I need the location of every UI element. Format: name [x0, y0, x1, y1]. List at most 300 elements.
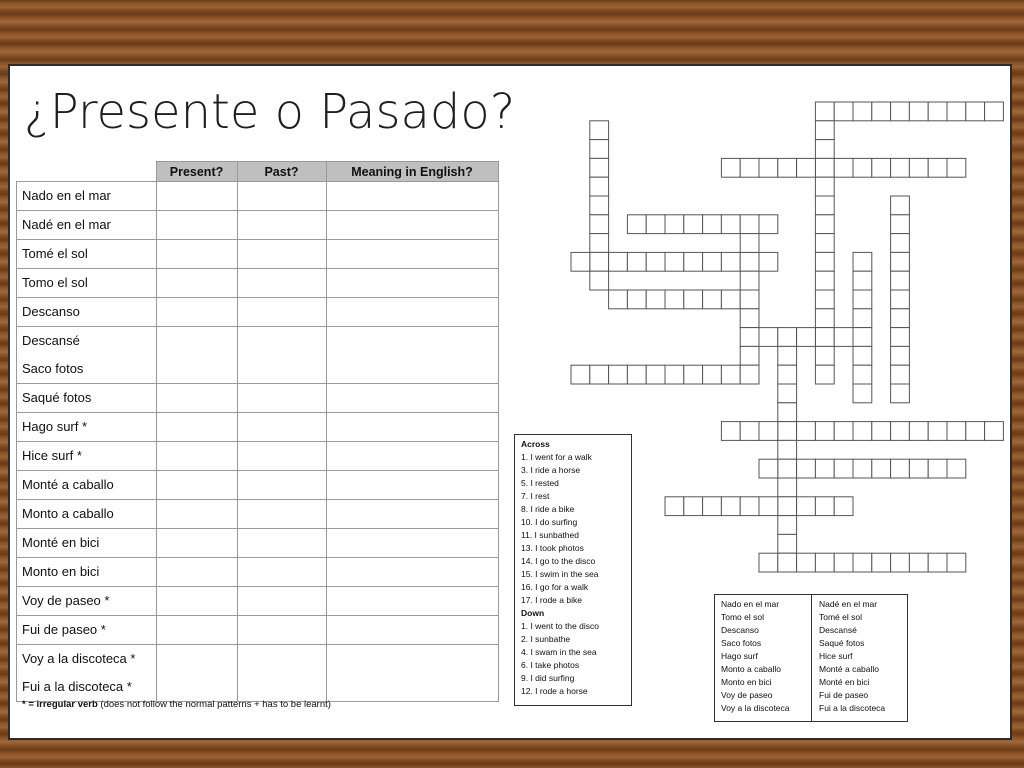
verb-row [17, 442, 499, 471]
crossword-cell[interactable] [891, 553, 910, 572]
meaning-answer-cell[interactable] [326, 471, 498, 500]
crossword-cell[interactable] [590, 158, 609, 177]
verb-cell [17, 645, 157, 702]
crossword-cell[interactable] [928, 158, 947, 177]
crossword-cell[interactable] [571, 252, 590, 271]
crossword-cell[interactable] [815, 177, 834, 196]
crossword-cell[interactable] [684, 252, 703, 271]
crossword-cell[interactable] [740, 158, 759, 177]
crossword-cell[interactable] [797, 158, 816, 177]
crossword-cell[interactable] [815, 271, 834, 290]
crossword-cell[interactable] [703, 365, 722, 384]
crossword-cell[interactable] [740, 271, 759, 290]
crossword-cell[interactable] [797, 422, 816, 441]
crossword-cell[interactable] [891, 215, 910, 234]
crossword-cell[interactable] [665, 365, 684, 384]
clues-box [514, 434, 632, 706]
verb-phrase: Saco fotos [22, 361, 84, 376]
present-answer-cell[interactable] [156, 327, 237, 384]
present-answer-cell[interactable] [156, 558, 237, 587]
crossword-cell[interactable] [815, 252, 834, 271]
verb-cell [17, 298, 157, 327]
crossword-cell[interactable] [609, 290, 628, 309]
verb-row [17, 269, 499, 298]
crossword-cell[interactable] [759, 422, 778, 441]
crossword-cell[interactable] [909, 422, 928, 441]
crossword-cell[interactable] [721, 422, 740, 441]
crossword-cell[interactable] [891, 290, 910, 309]
crossword-cell[interactable] [740, 422, 759, 441]
verb-phrase: Monté a caballo [22, 477, 114, 492]
meaning-answer-cell[interactable] [326, 240, 498, 269]
crossword-cell[interactable] [740, 290, 759, 309]
crossword-cell[interactable] [721, 290, 740, 309]
present-answer-cell[interactable] [156, 471, 237, 500]
crossword-cell[interactable] [609, 365, 628, 384]
verb-row [17, 587, 499, 616]
crossword-cell[interactable] [684, 365, 703, 384]
crossword-cell[interactable] [891, 346, 910, 365]
meaning-answer-cell[interactable] [326, 269, 498, 298]
present-answer-cell[interactable] [156, 616, 237, 645]
crossword-cell[interactable] [721, 252, 740, 271]
crossword-cell[interactable] [853, 290, 872, 309]
verb-phrase: Voy de paseo * [22, 593, 110, 608]
crossword-cell[interactable] [759, 158, 778, 177]
crossword-cell[interactable] [947, 459, 966, 478]
present-answer-cell[interactable] [156, 182, 237, 211]
word-bank-present-item: Voy a la discoteca [721, 703, 790, 713]
present-answer-cell[interactable] [156, 240, 237, 269]
crossword-cell[interactable] [891, 196, 910, 215]
meaning-answer-cell[interactable] [326, 413, 498, 442]
verb-cell [17, 500, 157, 529]
word-bank-past-item: Tomé el sol [819, 612, 862, 622]
verb-cell [17, 558, 157, 587]
crossword-cell[interactable] [590, 271, 609, 290]
across-clue: 3. I ride a horse [521, 465, 581, 475]
verb-header-blank [17, 162, 157, 182]
verb-row [17, 558, 499, 587]
word-bank [714, 594, 908, 722]
verb-phrase: Monté en bici [22, 535, 100, 550]
word-bank-past-item: Fui a la discoteca [819, 703, 886, 713]
verb-phrase: Nado en el mar [22, 188, 111, 203]
crossword-cell[interactable] [740, 309, 759, 328]
meaning-answer-cell[interactable] [326, 182, 498, 211]
crossword-cell[interactable] [627, 252, 646, 271]
crossword-cell[interactable] [703, 252, 722, 271]
crossword-cell[interactable] [853, 553, 872, 572]
crossword-cell[interactable] [646, 365, 665, 384]
crossword-cell[interactable] [966, 422, 985, 441]
crossword-cell[interactable] [590, 140, 609, 159]
crossword-cell[interactable] [778, 553, 797, 572]
present-answer-cell[interactable] [156, 500, 237, 529]
past-answer-cell[interactable] [237, 327, 326, 384]
crossword-cell[interactable] [627, 290, 646, 309]
present-answer-cell[interactable] [156, 211, 237, 240]
meaning-answer-cell[interactable] [326, 442, 498, 471]
crossword-cell[interactable] [853, 346, 872, 365]
word-bank-present-item: Hago surf [721, 651, 758, 661]
crossword-cell[interactable] [928, 422, 947, 441]
crossword-cell[interactable] [815, 346, 834, 365]
crossword-cell[interactable] [759, 459, 778, 478]
crossword-cell[interactable] [759, 497, 778, 516]
meaning-answer-cell[interactable] [326, 587, 498, 616]
past-answer-cell[interactable] [237, 442, 326, 471]
crossword-cell[interactable] [815, 215, 834, 234]
past-answer-cell[interactable] [237, 529, 326, 558]
verb-cell [17, 471, 157, 500]
crossword-cell[interactable] [815, 196, 834, 215]
crossword-cell[interactable] [590, 121, 609, 140]
crossword-cell[interactable] [759, 553, 778, 572]
crossword-cell[interactable] [797, 459, 816, 478]
verb-cell [17, 616, 157, 645]
meaning-answer-cell[interactable] [326, 558, 498, 587]
verb-table-header [17, 162, 499, 182]
word-bank-past-item: Fui de paseo [819, 690, 869, 700]
crossword-cell[interactable] [627, 215, 646, 234]
across-clue: 11. I sunbathed [521, 530, 579, 540]
crossword-cell[interactable] [590, 215, 609, 234]
past-answer-cell[interactable] [237, 471, 326, 500]
crossword-cell[interactable] [609, 252, 628, 271]
crossword-cell[interactable] [740, 346, 759, 365]
verb-table [16, 161, 499, 702]
past-answer-cell[interactable] [237, 616, 326, 645]
down-clue: 4. I swam in the sea [521, 647, 597, 657]
word-bank-past-item: Nadé en el mar [819, 599, 878, 609]
down-clue: 1. I went to the disco [521, 621, 599, 631]
meaning-answer-cell[interactable] [326, 298, 498, 327]
irregular-note-rest: (does not follow the normal patterns + has to be learnt) [97, 699, 331, 710]
crossword-cell[interactable] [834, 553, 853, 572]
down-clues [521, 620, 625, 698]
crossword-cell[interactable] [909, 158, 928, 177]
crossword-cell[interactable] [891, 328, 910, 347]
crossword-cell[interactable] [815, 365, 834, 384]
crossword-cell[interactable] [571, 365, 590, 384]
verb-row [17, 240, 499, 269]
crossword-cell[interactable] [684, 290, 703, 309]
verb-row [17, 211, 499, 240]
verb-cell [17, 327, 157, 384]
crossword-cell[interactable] [853, 384, 872, 403]
crossword-cell[interactable] [665, 290, 684, 309]
crossword-cell[interactable] [872, 459, 891, 478]
past-answer-cell[interactable] [237, 384, 326, 413]
past-answer-cell[interactable] [237, 558, 326, 587]
worksheet [8, 64, 1012, 740]
crossword-cell[interactable] [684, 497, 703, 516]
past-answer-cell[interactable] [237, 240, 326, 269]
crossword-cell[interactable] [778, 459, 797, 478]
present-answer-cell[interactable] [156, 442, 237, 471]
crossword-cell[interactable] [740, 328, 759, 347]
crossword-cell[interactable] [891, 384, 910, 403]
crossword-cell[interactable] [909, 459, 928, 478]
crossword-cell[interactable] [759, 215, 778, 234]
crossword-cell[interactable] [590, 234, 609, 253]
crossword-cell[interactable] [853, 102, 872, 121]
across-clue: 1. I went for a walk [521, 452, 592, 462]
down-heading: Down [521, 608, 545, 618]
crossword-cell[interactable] [815, 158, 834, 177]
crossword-cell[interactable] [947, 553, 966, 572]
word-bank-present-item: Monto a caballo [721, 664, 782, 674]
crossword-cell[interactable] [778, 384, 797, 403]
header-past: Past? [237, 162, 326, 182]
verb-row [17, 500, 499, 529]
present-answer-cell[interactable] [156, 269, 237, 298]
crossword-cell[interactable] [646, 252, 665, 271]
past-answer-cell[interactable] [237, 413, 326, 442]
past-answer-cell[interactable] [237, 645, 326, 702]
crossword-cell[interactable] [703, 497, 722, 516]
crossword-cell[interactable] [721, 158, 740, 177]
crossword-cell[interactable] [985, 422, 1004, 441]
meaning-answer-cell[interactable] [326, 211, 498, 240]
meaning-answer-cell[interactable] [326, 500, 498, 529]
crossword-cell[interactable] [891, 271, 910, 290]
crossword-cell[interactable] [815, 140, 834, 159]
crossword-cell[interactable] [797, 553, 816, 572]
verb-cell [17, 413, 157, 442]
crossword-cell[interactable] [815, 497, 834, 516]
verb-cell [17, 269, 157, 298]
crossword-cell[interactable] [703, 215, 722, 234]
present-answer-cell[interactable] [156, 587, 237, 616]
crossword-cell[interactable] [759, 328, 778, 347]
crossword-cell[interactable] [778, 346, 797, 365]
crossword-cell[interactable] [665, 497, 684, 516]
crossword-cell[interactable] [815, 290, 834, 309]
past-answer-cell[interactable] [237, 587, 326, 616]
crossword-cell[interactable] [872, 553, 891, 572]
crossword-cell[interactable] [740, 234, 759, 253]
crossword-cell[interactable] [665, 215, 684, 234]
crossword-cell[interactable] [928, 102, 947, 121]
verb-cell [17, 211, 157, 240]
crossword-cell[interactable] [834, 422, 853, 441]
past-answer-cell[interactable] [237, 211, 326, 240]
word-bank-present-item: Descanso [721, 625, 759, 635]
crossword-cell[interactable] [797, 497, 816, 516]
crossword-cell[interactable] [778, 158, 797, 177]
past-answer-cell[interactable] [237, 500, 326, 529]
down-clue: 9. I did surfing [521, 673, 575, 683]
meaning-answer-cell[interactable] [326, 384, 498, 413]
verb-phrase: Nadé en el mar [22, 217, 111, 232]
crossword-cell[interactable] [703, 290, 722, 309]
crossword-cell[interactable] [853, 252, 872, 271]
word-bank-past-item: Monté a caballo [819, 664, 880, 674]
crossword-cell[interactable] [928, 459, 947, 478]
crossword-cell[interactable] [985, 102, 1004, 121]
crossword-cell[interactable] [891, 365, 910, 384]
down-clue: 12. I rode a horse [521, 686, 588, 696]
verb-cell [17, 240, 157, 269]
crossword-cell[interactable] [891, 459, 910, 478]
crossword-cell[interactable] [778, 478, 797, 497]
crossword-cell[interactable] [891, 422, 910, 441]
verb-cell [17, 442, 157, 471]
crossword-cell[interactable] [872, 422, 891, 441]
crossword-cell[interactable] [928, 553, 947, 572]
word-bank-present-item: Voy de paseo [721, 690, 773, 700]
crossword-cell[interactable] [740, 252, 759, 271]
past-answer-cell[interactable] [237, 269, 326, 298]
present-answer-cell[interactable] [156, 645, 237, 702]
irregular-note [22, 699, 331, 710]
word-bank-present-item: Saco fotos [721, 638, 762, 648]
crossword-cell[interactable] [815, 234, 834, 253]
present-answer-cell[interactable] [156, 298, 237, 327]
crossword-cell[interactable] [778, 440, 797, 459]
word-bank-past-item: Monté en bici [819, 677, 870, 687]
crossword-cell[interactable] [646, 215, 665, 234]
across-clue: 14. I go to the disco [521, 556, 596, 566]
crossword-cell[interactable] [665, 252, 684, 271]
crossword-cell[interactable] [834, 497, 853, 516]
verb-phrase: Fui de paseo * [22, 622, 106, 637]
crossword-cell[interactable] [947, 158, 966, 177]
crossword-cell[interactable] [721, 497, 740, 516]
crossword-cell[interactable] [872, 102, 891, 121]
crossword-cell[interactable] [646, 290, 665, 309]
crossword-cell[interactable] [740, 215, 759, 234]
verb-row [17, 645, 499, 702]
worksheet-title: ¿Presente o Pasado? [24, 84, 516, 140]
crossword-cell[interactable] [797, 328, 816, 347]
meaning-answer-cell[interactable] [326, 616, 498, 645]
verb-phrase: Tomé el sol [22, 246, 88, 261]
crossword-cell[interactable] [947, 422, 966, 441]
meaning-answer-cell[interactable] [326, 327, 498, 384]
crossword-cell[interactable] [778, 516, 797, 535]
verb-phrase: Descansé [22, 333, 80, 348]
crossword-cell[interactable] [590, 196, 609, 215]
verb-phrase: Hago surf * [22, 419, 88, 434]
crossword-cell[interactable] [590, 252, 609, 271]
crossword-cell[interactable] [853, 309, 872, 328]
past-answer-cell[interactable] [237, 298, 326, 327]
crossword-cell[interactable] [891, 158, 910, 177]
crossword-cell[interactable] [891, 252, 910, 271]
crossword-cell[interactable] [778, 422, 797, 441]
across-clue: 15. I swim in the sea [521, 569, 599, 579]
word-bank-present [721, 598, 790, 715]
crossword-cell[interactable] [740, 497, 759, 516]
crossword-cell[interactable] [815, 553, 834, 572]
crossword-cell[interactable] [815, 459, 834, 478]
verb-row [17, 616, 499, 645]
header-present: Present? [156, 162, 237, 182]
crossword-cell[interactable] [966, 102, 985, 121]
crossword-cell[interactable] [759, 252, 778, 271]
verb-cell [17, 182, 157, 211]
crossword-cell[interactable] [909, 102, 928, 121]
crossword-cell[interactable] [909, 553, 928, 572]
verb-cell [17, 587, 157, 616]
crossword-cell[interactable] [834, 158, 853, 177]
crossword-cell[interactable] [721, 365, 740, 384]
crossword-cell[interactable] [853, 271, 872, 290]
verb-row [17, 529, 499, 558]
verb-phrase: Saqué fotos [22, 390, 92, 405]
crossword-cell[interactable] [872, 158, 891, 177]
past-answer-cell[interactable] [237, 182, 326, 211]
crossword-cell[interactable] [891, 102, 910, 121]
crossword-cell[interactable] [778, 497, 797, 516]
crossword-cell[interactable] [853, 422, 872, 441]
crossword-cell[interactable] [853, 328, 872, 347]
verb-cell [17, 384, 157, 413]
crossword-cell[interactable] [815, 121, 834, 140]
word-bank-past [819, 598, 885, 715]
across-clue: 13. I took photos [521, 543, 584, 553]
crossword-cell[interactable] [834, 328, 853, 347]
crossword-cell[interactable] [590, 365, 609, 384]
down-clue: 6. I take photos [521, 660, 580, 670]
crossword-cell[interactable] [590, 177, 609, 196]
across-clue: 17. I rode a bike [521, 595, 582, 605]
header-meaning: Meaning in English? [326, 162, 498, 182]
crossword-cell[interactable] [627, 365, 646, 384]
crossword-cell[interactable] [853, 459, 872, 478]
crossword-cell[interactable] [815, 309, 834, 328]
word-bank-present-item: Tomo el sol [721, 612, 764, 622]
verb-row [17, 327, 499, 384]
crossword-cell[interactable] [721, 215, 740, 234]
word-bank-past-item: Hice surf [819, 651, 853, 661]
crossword-cell[interactable] [778, 328, 797, 347]
crossword-cell[interactable] [891, 309, 910, 328]
crossword-cell[interactable] [853, 158, 872, 177]
crossword-cell[interactable] [815, 328, 834, 347]
crossword-cell[interactable] [834, 459, 853, 478]
verb-row [17, 413, 499, 442]
across-clue: 16. I go for a walk [521, 582, 589, 592]
verb-phrase: Voy a la discoteca * [22, 651, 136, 666]
crossword-cell[interactable] [947, 102, 966, 121]
crossword-cell[interactable] [778, 403, 797, 422]
across-clue: 8. I ride a bike [521, 504, 575, 514]
meaning-answer-cell[interactable] [326, 529, 498, 558]
word-bank-past-item: Saqué fotos [819, 638, 865, 648]
crossword-cell[interactable] [778, 365, 797, 384]
word-bank-past-item: Descansé [819, 625, 857, 635]
crossword-cell[interactable] [740, 365, 759, 384]
verb-phrase: Monto a caballo [22, 506, 114, 521]
crossword-cell[interactable] [815, 102, 834, 121]
meaning-answer-cell[interactable] [326, 645, 498, 702]
present-answer-cell[interactable] [156, 413, 237, 442]
crossword-cell[interactable] [853, 365, 872, 384]
crossword-cell[interactable] [891, 234, 910, 253]
present-answer-cell[interactable] [156, 529, 237, 558]
verb-phrase: Hice surf * [22, 448, 82, 463]
crossword-cell[interactable] [815, 422, 834, 441]
crossword-cell[interactable] [834, 102, 853, 121]
present-answer-cell[interactable] [156, 384, 237, 413]
crossword-cell[interactable] [684, 215, 703, 234]
crossword-cell[interactable] [778, 534, 797, 553]
verb-row [17, 384, 499, 413]
